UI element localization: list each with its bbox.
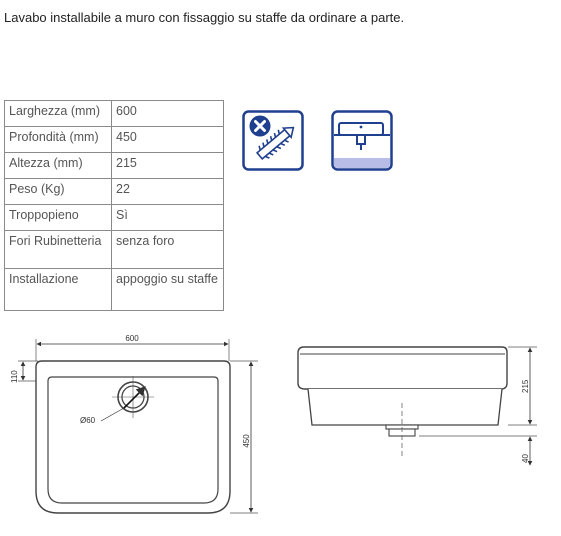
table-row: [5, 153, 224, 179]
table-row: [5, 101, 224, 127]
spec-value: 215: [112, 153, 224, 179]
spec-label: Altezza (mm): [5, 153, 112, 179]
drain-height-dimension: 40: [521, 454, 530, 463]
spec-label: Peso (Kg): [5, 179, 112, 205]
technical-drawing: [0, 325, 561, 536]
no-screw-fixing-icon: [244, 112, 303, 170]
spec-label: Installazione: [5, 269, 112, 311]
spec-label: Fori Rubinetteria: [5, 231, 112, 269]
front-offset-dimension: 110: [10, 370, 19, 383]
spec-value: senza foro: [112, 231, 224, 269]
table-row: [5, 269, 224, 311]
spec-label: Larghezza (mm): [5, 101, 112, 127]
spec-label: Troppopieno: [5, 205, 112, 231]
height-dimension: 215: [521, 379, 530, 393]
depth-dimension: 450: [242, 434, 251, 448]
width-dimension: 600: [125, 334, 139, 343]
spec-value: 600: [112, 101, 224, 127]
specs-table: [4, 100, 224, 311]
top-view: [10, 334, 258, 513]
table-row: [5, 179, 224, 205]
table-row: [5, 205, 224, 231]
table-row: [5, 127, 224, 153]
spec-value: Sì: [112, 205, 224, 231]
page-title: Lavabo installabile a muro con fissaggio su staffe da ordinare a parte.: [4, 10, 405, 25]
spec-value: appoggio su staffe: [112, 269, 224, 311]
countertop-basin-icon: [333, 112, 392, 170]
drain-diameter: Ø60: [80, 416, 96, 425]
feature-icons: [242, 110, 394, 172]
spec-value: 22: [112, 179, 224, 205]
table-row: [5, 231, 224, 269]
spec-label: Profondità (mm): [5, 127, 112, 153]
spec-value: 450: [112, 127, 224, 153]
side-view: [298, 347, 537, 465]
